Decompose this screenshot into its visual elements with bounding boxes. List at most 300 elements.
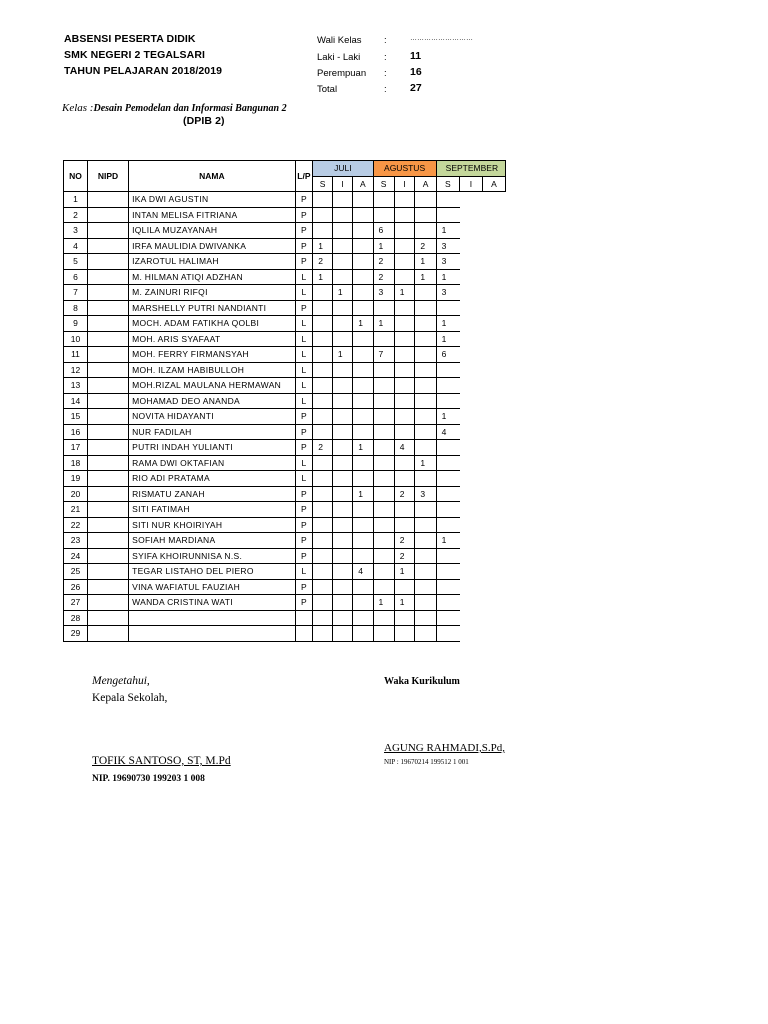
- row-nama: [129, 626, 296, 642]
- row-attendance-cell: 3: [436, 238, 459, 254]
- row-attendance-cell: [373, 424, 394, 440]
- row-attendance-cell: [313, 486, 333, 502]
- table-row: [64, 579, 506, 595]
- row-attendance-cell: [373, 331, 394, 347]
- total-label: Total: [317, 84, 338, 95]
- row-nama: MOHAMAD DEO ANANDA: [129, 393, 296, 409]
- row-attendance-cell: [332, 300, 352, 316]
- row-nama: RAMA DWI OKTAFIAN: [129, 455, 296, 471]
- row-attendance-cell: [415, 440, 436, 456]
- col-header-nipd: NIPD: [87, 161, 128, 192]
- row-attendance-cell: [415, 331, 436, 347]
- row-attendance-cell: [353, 517, 373, 533]
- laki-label: Laki - Laki: [317, 52, 361, 63]
- table-row: [64, 409, 506, 425]
- row-attendance-cell: [332, 223, 352, 239]
- row-attendance-cell: [332, 269, 352, 285]
- table-row: [64, 285, 506, 301]
- row-nipd: [87, 424, 128, 440]
- row-attendance-cell: [313, 533, 333, 549]
- row-lp: P: [295, 533, 313, 549]
- sub-header-s: S: [313, 176, 333, 192]
- row-attendance-cell: [332, 424, 352, 440]
- row-attendance-cell: [332, 331, 352, 347]
- row-attendance-cell: [332, 440, 352, 456]
- kelas-value: Desain Pemodelan dan Informasi Bangunan 2: [93, 103, 287, 114]
- row-no: 8: [64, 300, 88, 316]
- row-lp: [295, 626, 313, 642]
- row-nipd: [87, 533, 128, 549]
- row-attendance-cell: [313, 610, 333, 626]
- row-no: 24: [64, 548, 88, 564]
- row-attendance-cell: 1: [436, 223, 459, 239]
- row-nipd: [87, 564, 128, 580]
- row-attendance-cell: [353, 502, 373, 518]
- row-no: 11: [64, 347, 88, 363]
- sub-header-s: S: [373, 176, 394, 192]
- row-lp: P: [295, 238, 313, 254]
- row-no: 17: [64, 440, 88, 456]
- row-attendance-cell: [313, 347, 333, 363]
- row-attendance-cell: [313, 502, 333, 518]
- row-attendance-cell: [436, 207, 459, 223]
- row-attendance-cell: 6: [436, 347, 459, 363]
- row-attendance-cell: [415, 409, 436, 425]
- row-nipd: [87, 362, 128, 378]
- row-attendance-cell: [436, 502, 459, 518]
- row-attendance-cell: 2: [394, 533, 415, 549]
- row-attendance-cell: [353, 455, 373, 471]
- row-lp: L: [295, 316, 313, 332]
- row-nama: INTAN MELISA FITRIANA: [129, 207, 296, 223]
- row-attendance-cell: [415, 579, 436, 595]
- table-row: [64, 486, 506, 502]
- row-no: 13: [64, 378, 88, 394]
- row-lp: P: [295, 207, 313, 223]
- row-attendance-cell: 1: [415, 269, 436, 285]
- row-attendance-cell: [332, 610, 352, 626]
- row-attendance-cell: [313, 595, 333, 611]
- row-attendance-cell: [353, 610, 373, 626]
- row-nama: IRFA MAULIDIA DWIVANKA: [129, 238, 296, 254]
- row-attendance-cell: [436, 300, 459, 316]
- row-attendance-cell: [436, 440, 459, 456]
- row-attendance-cell: [373, 626, 394, 642]
- row-attendance-cell: [353, 207, 373, 223]
- row-attendance-cell: [415, 533, 436, 549]
- row-lp: P: [295, 300, 313, 316]
- row-attendance-cell: 1: [394, 595, 415, 611]
- row-attendance-cell: [373, 579, 394, 595]
- table-row: [64, 347, 506, 363]
- row-attendance-cell: [394, 238, 415, 254]
- col-header-lp: L/P: [295, 161, 313, 192]
- row-lp: P: [295, 424, 313, 440]
- row-no: 6: [64, 269, 88, 285]
- row-nama: M. HILMAN ATIQI ADZHAN: [129, 269, 296, 285]
- table-row: [64, 440, 506, 456]
- row-attendance-cell: 1: [353, 316, 373, 332]
- row-attendance-cell: [332, 579, 352, 595]
- row-attendance-cell: [353, 347, 373, 363]
- table-row: [64, 564, 506, 580]
- row-attendance-cell: [332, 254, 352, 270]
- row-attendance-cell: [353, 254, 373, 270]
- row-attendance-cell: 1: [415, 455, 436, 471]
- row-attendance-cell: 1: [332, 285, 352, 301]
- row-attendance-cell: [394, 610, 415, 626]
- row-attendance-cell: [332, 502, 352, 518]
- row-attendance-cell: [373, 393, 394, 409]
- row-attendance-cell: 1: [436, 533, 459, 549]
- row-lp: L: [295, 455, 313, 471]
- table-row: [64, 192, 506, 208]
- row-lp: P: [295, 223, 313, 239]
- row-no: 3: [64, 223, 88, 239]
- row-attendance-cell: [313, 409, 333, 425]
- row-attendance-cell: 7: [373, 347, 394, 363]
- attendance-table: [63, 160, 506, 642]
- sub-header-i: I: [332, 176, 352, 192]
- row-lp: L: [295, 269, 313, 285]
- row-attendance-cell: [353, 424, 373, 440]
- row-attendance-cell: [394, 517, 415, 533]
- row-nama: [129, 610, 296, 626]
- row-attendance-cell: 1: [436, 316, 459, 332]
- row-nama: RISMATU ZANAH: [129, 486, 296, 502]
- row-nama: MOH. ILZAM HABIBULLOH: [129, 362, 296, 378]
- waka-kurikulum-name: AGUNG RAHMADI,S.Pd,: [384, 742, 506, 754]
- row-lp: P: [295, 440, 313, 456]
- table-row: [64, 331, 506, 347]
- row-nipd: [87, 378, 128, 394]
- row-no: 12: [64, 362, 88, 378]
- row-attendance-cell: 2: [394, 548, 415, 564]
- row-attendance-cell: [415, 610, 436, 626]
- row-attendance-cell: [373, 440, 394, 456]
- row-nama: NOVITA HIDAYANTI: [129, 409, 296, 425]
- row-attendance-cell: [436, 362, 459, 378]
- row-attendance-cell: [353, 269, 373, 285]
- row-attendance-cell: [313, 207, 333, 223]
- row-lp: P: [295, 409, 313, 425]
- row-attendance-cell: [436, 564, 459, 580]
- row-lp: L: [295, 378, 313, 394]
- row-attendance-cell: [415, 626, 436, 642]
- row-attendance-cell: 1: [313, 238, 333, 254]
- row-attendance-cell: 1: [415, 254, 436, 270]
- row-attendance-cell: 2: [415, 238, 436, 254]
- row-no: 16: [64, 424, 88, 440]
- row-nipd: [87, 471, 128, 487]
- doc-title-line-3: TAHUN PELAJARAN 2018/2019: [64, 65, 223, 77]
- row-attendance-cell: [415, 207, 436, 223]
- row-nipd: [87, 285, 128, 301]
- row-attendance-cell: [353, 285, 373, 301]
- row-lp: L: [295, 285, 313, 301]
- row-attendance-cell: [313, 393, 333, 409]
- row-nama: M. ZAINURI RIFQI: [129, 285, 296, 301]
- perempuan-colon: :: [384, 68, 387, 79]
- row-nama: IQLILA MUZAYANAH: [129, 223, 296, 239]
- row-no: 4: [64, 238, 88, 254]
- row-attendance-cell: [415, 362, 436, 378]
- row-attendance-cell: [313, 471, 333, 487]
- row-nipd: [87, 595, 128, 611]
- row-attendance-cell: [415, 316, 436, 332]
- table-row: [64, 207, 506, 223]
- kelas-label: Kelas :: [62, 102, 94, 114]
- row-nipd: [87, 269, 128, 285]
- total-colon: :: [384, 84, 387, 95]
- row-attendance-cell: 2: [373, 254, 394, 270]
- row-lp: P: [295, 486, 313, 502]
- row-attendance-cell: 3: [436, 285, 459, 301]
- row-attendance-cell: [415, 548, 436, 564]
- waka-kurikulum-title: Waka Kurikulum: [384, 676, 460, 687]
- row-lp: P: [295, 579, 313, 595]
- row-nipd: [87, 393, 128, 409]
- month-header-september: SEPTEMBER: [436, 161, 505, 177]
- row-nipd: [87, 316, 128, 332]
- row-lp: L: [295, 362, 313, 378]
- row-attendance-cell: [353, 626, 373, 642]
- row-attendance-cell: [313, 331, 333, 347]
- kelas-code: (DPIB 2): [183, 115, 225, 127]
- row-attendance-cell: [353, 331, 373, 347]
- row-attendance-cell: [313, 424, 333, 440]
- row-lp: P: [295, 548, 313, 564]
- row-attendance-cell: 1: [353, 440, 373, 456]
- row-nipd: [87, 331, 128, 347]
- row-attendance-cell: [394, 362, 415, 378]
- row-attendance-cell: [373, 207, 394, 223]
- row-nipd: [87, 502, 128, 518]
- row-attendance-cell: [436, 595, 459, 611]
- table-row: [64, 254, 506, 270]
- row-attendance-cell: [332, 595, 352, 611]
- row-attendance-cell: [332, 378, 352, 394]
- row-attendance-cell: 4: [436, 424, 459, 440]
- row-attendance-cell: [313, 579, 333, 595]
- row-attendance-cell: [394, 579, 415, 595]
- row-lp: L: [295, 331, 313, 347]
- row-attendance-cell: [353, 238, 373, 254]
- sub-header-a: A: [353, 176, 373, 192]
- row-attendance-cell: [332, 393, 352, 409]
- row-attendance-cell: 1: [394, 564, 415, 580]
- row-lp: P: [295, 502, 313, 518]
- table-row: [64, 455, 506, 471]
- sub-header-i: I: [460, 176, 483, 192]
- table-row: [64, 393, 506, 409]
- row-nama: MOCH. ADAM FATIKHA QOLBI: [129, 316, 296, 332]
- row-attendance-cell: 2: [313, 254, 333, 270]
- row-nipd: [87, 207, 128, 223]
- row-attendance-cell: 6: [373, 223, 394, 239]
- row-attendance-cell: [313, 223, 333, 239]
- row-no: 14: [64, 393, 88, 409]
- row-nipd: [87, 610, 128, 626]
- row-attendance-cell: 1: [373, 238, 394, 254]
- kepala-sekolah-nip: NIP. 19690730 199203 1 008: [92, 774, 205, 784]
- row-attendance-cell: [415, 502, 436, 518]
- row-nama: IKA DWI AGUSTIN: [129, 192, 296, 208]
- row-attendance-cell: [394, 347, 415, 363]
- row-attendance-cell: [332, 564, 352, 580]
- row-attendance-cell: [394, 626, 415, 642]
- row-no: 2: [64, 207, 88, 223]
- table-row: [64, 316, 506, 332]
- row-nipd: [87, 347, 128, 363]
- row-attendance-cell: [373, 548, 394, 564]
- row-nama: MOH. ARIS SYAFAAT: [129, 331, 296, 347]
- kelas-line: [62, 98, 287, 116]
- row-attendance-cell: [332, 207, 352, 223]
- perempuan-value: 16: [410, 66, 422, 78]
- row-attendance-cell: [332, 517, 352, 533]
- row-nipd: [87, 192, 128, 208]
- row-attendance-cell: [353, 378, 373, 394]
- row-attendance-cell: [373, 455, 394, 471]
- row-nama: SITI FATIMAH: [129, 502, 296, 518]
- row-nama: NUR FADILAH: [129, 424, 296, 440]
- row-attendance-cell: [313, 300, 333, 316]
- row-attendance-cell: [436, 626, 459, 642]
- row-nipd: [87, 254, 128, 270]
- row-attendance-cell: [415, 300, 436, 316]
- row-attendance-cell: [313, 517, 333, 533]
- attendance-table-viewport: [63, 160, 506, 644]
- table-row: [64, 517, 506, 533]
- row-nama: TEGAR LISTAHO DEL PIERO: [129, 564, 296, 580]
- row-attendance-cell: [373, 486, 394, 502]
- row-attendance-cell: [373, 471, 394, 487]
- row-lp: L: [295, 393, 313, 409]
- row-attendance-cell: [353, 393, 373, 409]
- row-attendance-cell: [313, 316, 333, 332]
- table-row: [64, 502, 506, 518]
- row-attendance-cell: [436, 393, 459, 409]
- row-attendance-cell: [415, 347, 436, 363]
- doc-title-line-2: SMK NEGERI 2 TEGALSARI: [64, 49, 206, 61]
- row-attendance-cell: [353, 362, 373, 378]
- row-attendance-cell: 2: [394, 486, 415, 502]
- row-no: 10: [64, 331, 88, 347]
- row-attendance-cell: [394, 269, 415, 285]
- row-nipd: [87, 440, 128, 456]
- row-attendance-cell: 1: [436, 331, 459, 347]
- doc-title-line-1: ABSENSI PESERTA DIDIK: [64, 33, 196, 45]
- row-nama: WANDA CRISTINA WATI: [129, 595, 296, 611]
- row-attendance-cell: [353, 471, 373, 487]
- row-attendance-cell: [436, 192, 459, 208]
- row-attendance-cell: [415, 378, 436, 394]
- row-attendance-cell: [415, 424, 436, 440]
- row-attendance-cell: [353, 409, 373, 425]
- row-attendance-cell: [415, 595, 436, 611]
- sub-header-s: S: [436, 176, 459, 192]
- row-no: 23: [64, 533, 88, 549]
- row-attendance-cell: [436, 517, 459, 533]
- row-attendance-cell: 3: [415, 486, 436, 502]
- row-attendance-cell: 1: [373, 316, 394, 332]
- row-attendance-cell: [415, 471, 436, 487]
- kepala-sekolah-title: Kepala Sekolah,: [92, 692, 168, 704]
- row-attendance-cell: [415, 517, 436, 533]
- row-attendance-cell: [394, 378, 415, 394]
- row-attendance-cell: 1: [353, 486, 373, 502]
- row-attendance-cell: [313, 455, 333, 471]
- row-no: 28: [64, 610, 88, 626]
- row-attendance-cell: [394, 207, 415, 223]
- row-attendance-cell: [394, 316, 415, 332]
- row-attendance-cell: [373, 362, 394, 378]
- wali-kelas-label: Wali Kelas: [317, 35, 362, 46]
- row-attendance-cell: [332, 533, 352, 549]
- row-attendance-cell: [394, 331, 415, 347]
- row-attendance-cell: [373, 564, 394, 580]
- row-no: 1: [64, 192, 88, 208]
- table-row: [64, 300, 506, 316]
- row-attendance-cell: [373, 300, 394, 316]
- row-attendance-cell: [394, 409, 415, 425]
- row-attendance-cell: [436, 579, 459, 595]
- row-attendance-cell: [313, 192, 333, 208]
- row-no: 15: [64, 409, 88, 425]
- table-row: [64, 548, 506, 564]
- row-attendance-cell: [436, 610, 459, 626]
- row-lp: L: [295, 564, 313, 580]
- row-attendance-cell: [332, 548, 352, 564]
- row-no: 20: [64, 486, 88, 502]
- row-no: 9: [64, 316, 88, 332]
- row-attendance-cell: [353, 192, 373, 208]
- row-no: 21: [64, 502, 88, 518]
- row-attendance-cell: [353, 595, 373, 611]
- row-no: 22: [64, 517, 88, 533]
- row-attendance-cell: [373, 533, 394, 549]
- row-attendance-cell: [394, 424, 415, 440]
- row-attendance-cell: [394, 192, 415, 208]
- row-no: 25: [64, 564, 88, 580]
- row-nipd: [87, 626, 128, 642]
- row-attendance-cell: 1: [313, 269, 333, 285]
- row-nipd: [87, 223, 128, 239]
- row-nipd: [87, 548, 128, 564]
- table-row: [64, 362, 506, 378]
- row-no: 29: [64, 626, 88, 642]
- row-attendance-cell: [373, 378, 394, 394]
- row-nama: MOH.RIZAL MAULANA HERMAWAN: [129, 378, 296, 394]
- month-header-agustus: AGUSTUS: [373, 161, 436, 177]
- row-attendance-cell: [415, 285, 436, 301]
- row-nipd: [87, 238, 128, 254]
- row-attendance-cell: [394, 300, 415, 316]
- table-row: [64, 238, 506, 254]
- row-attendance-cell: [332, 486, 352, 502]
- row-attendance-cell: [436, 486, 459, 502]
- month-header-juli: JULI: [313, 161, 373, 177]
- table-row: [64, 595, 506, 611]
- sub-header-i: I: [394, 176, 415, 192]
- row-attendance-cell: 4: [394, 440, 415, 456]
- col-header-nama: NAMA: [129, 161, 296, 192]
- row-attendance-cell: [332, 455, 352, 471]
- row-attendance-cell: [373, 192, 394, 208]
- row-attendance-cell: [373, 409, 394, 425]
- row-no: 7: [64, 285, 88, 301]
